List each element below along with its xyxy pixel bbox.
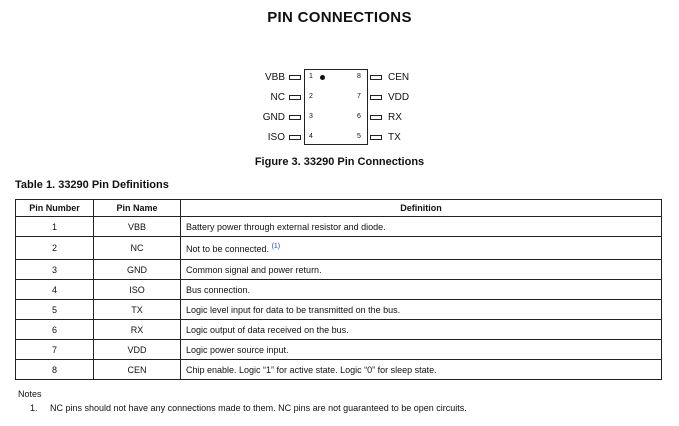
notes-heading: Notes (18, 389, 42, 399)
column-header-pin-name: Pin Name (94, 200, 181, 217)
figure-caption: Figure 3. 33290 Pin Connections (254, 156, 425, 168)
pin-lead (289, 75, 301, 80)
right-pin-name: VDD (388, 92, 410, 103)
pin1-indicator-dot (320, 75, 325, 80)
pin-lead (370, 115, 382, 120)
left-pin-name: VBB (264, 72, 285, 83)
pin-name-cell: TX (94, 300, 181, 320)
column-header-pin-number: Pin Number (16, 200, 94, 217)
pin-name-cell: NC (94, 237, 181, 260)
pin-definitions-table (15, 199, 662, 380)
definition-cell: Common signal and power return. (181, 260, 662, 280)
pin-name-cell: RX (94, 320, 181, 340)
pin-lead (289, 135, 301, 140)
table-row (16, 260, 662, 280)
footnote-reference-link[interactable]: (1) (271, 242, 281, 250)
pin-name-cell: CEN (94, 360, 181, 380)
pin-number-cell: 1 (16, 217, 94, 237)
table-row (16, 340, 662, 360)
column-header-definition: Definition (181, 200, 662, 217)
definition-text: Not to be connected. (186, 243, 272, 254)
note-item (30, 403, 467, 413)
right-pin-number: 7 (357, 93, 361, 100)
left-pin-number: 3 (309, 113, 313, 120)
right-pin-name: RX (388, 112, 402, 123)
pin-number-cell: 8 (16, 360, 94, 380)
pin-lead (289, 95, 301, 100)
table-row (16, 360, 662, 380)
pin-lead (370, 135, 382, 140)
right-pin-name: CEN (388, 72, 410, 83)
pin-number-cell: 4 (16, 280, 94, 300)
right-pin-number: 8 (357, 73, 361, 80)
page-heading: PIN CONNECTIONS (267, 9, 412, 26)
table-caption: Table 1. 33290 Pin Definitions (15, 179, 169, 191)
definition-cell: Logic level input for data to be transmitted on the bus. (181, 300, 662, 320)
pin-number-cell: 5 (16, 300, 94, 320)
right-pin-name: TX (388, 132, 401, 143)
definition-cell: Logic power source input. (181, 340, 662, 360)
table-row (16, 280, 662, 300)
pin-name-cell: GND (94, 260, 181, 280)
left-pin-number: 1 (309, 73, 313, 80)
left-pin-name: NC (270, 92, 285, 103)
pin-number-cell: 2 (16, 237, 94, 260)
left-pin-number: 4 (309, 133, 313, 140)
pin-name-cell: VBB (94, 217, 181, 237)
definition-cell (181, 237, 662, 260)
left-pin-name: GND (262, 112, 285, 123)
note-text: NC pins should not have any connections made to them. NC pins are not guaranteed to be open circuits. (50, 403, 467, 413)
pin-number-cell: 6 (16, 320, 94, 340)
pin-number-cell: 3 (16, 260, 94, 280)
pin-name-cell: VDD (94, 340, 181, 360)
left-pin-number: 2 (309, 93, 313, 100)
note-number: 1. (30, 403, 38, 413)
right-pin-number: 5 (357, 133, 361, 140)
definition-cell: Battery power through external resistor and diode. (181, 217, 662, 237)
table-row (16, 320, 662, 340)
table-row (16, 237, 662, 260)
definition-cell: Chip enable. Logic “1” for active state. Logic “0” for sleep state. (181, 360, 662, 380)
pin-lead (289, 115, 301, 120)
pin-name-cell: ISO (94, 280, 181, 300)
table-row (16, 217, 662, 237)
right-pin-number: 6 (357, 113, 361, 120)
definition-cell: Logic output of data received on the bus. (181, 320, 662, 340)
pin-lead (370, 75, 382, 80)
definition-cell: Bus connection. (181, 280, 662, 300)
pin-lead (370, 95, 382, 100)
pin-number-cell: 7 (16, 340, 94, 360)
left-pin-name: ISO (267, 132, 285, 143)
table-row (16, 300, 662, 320)
table-header-row (16, 200, 662, 217)
